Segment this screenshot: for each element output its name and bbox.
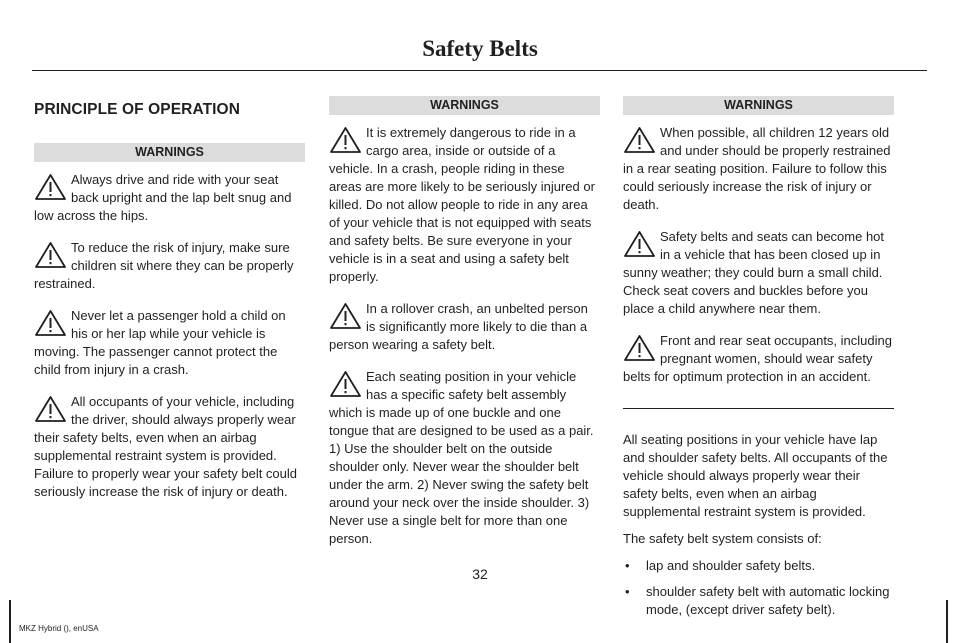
warning-item [34,171,305,225]
warning-item [329,368,600,548]
warning-triangle-icon [329,126,362,154]
warnings-heading: WARNINGS [34,143,305,162]
crop-mark [9,600,11,643]
header-divider [32,70,927,71]
warnings-heading: WARNINGS [623,96,894,115]
warning-text: All occupants of your vehicle, including the driver, should always properly wear their safety belts, even when an airbag supplemental restraint system is provided. Failure to properly wear your safety belt could seriously increase the risk of injury or death. [34,394,298,499]
list-item-text: lap and shoulder safety belts. [646,558,816,573]
warning-text: Safety belts and seats can become hot in a vehicle that has been closed up in sunny weather; they could burn a small child. Check seat covers and buckles before you place a child anywhere near them. [623,229,885,316]
list-item-text: shoulder safety belt with automatic locking mode, (except driver safety belt). [646,584,890,617]
page-number: 32 [472,566,488,582]
warnings-heading: WARNINGS [329,96,600,115]
warning-text: Always drive and ride with your seat back upright and the lap belt snug and low across the hips. [34,172,292,223]
warning-text: In a rollover crash, an unbelted person is significantly more likely to die than a person wearing a safety belt. [329,301,588,352]
warning-item [623,124,894,214]
manual-label: MKZ Hybrid (), enUSA [19,624,99,633]
warning-text: To reduce the risk of injury, make sure children sit where they can be properly restrained. [34,240,294,291]
body-paragraph: The safety belt system consists of: [623,531,822,546]
page-header-title: Safety Belts [422,36,538,61]
warning-triangle-icon [34,395,67,423]
warning-triangle-icon [623,126,656,154]
warning-item [34,393,305,501]
bullet-marker: • [625,584,630,599]
warning-triangle-icon [623,334,656,362]
section-title: PRINCIPLE OF OPERATION [34,101,241,118]
warning-text: Front and rear seat occupants, including pregnant women, should wear safety belts for optimum protection in an accident. [623,333,892,384]
list-item [623,583,894,619]
body-paragraph: All seating positions in your vehicle have lap and shoulder safety belts. All occupants of the vehicle should always properly wear their safety belts, even when an airbag supplemental restraint system is provided. [623,432,888,519]
warning-item [623,228,894,318]
warning-triangle-icon [34,309,67,337]
warning-triangle-icon [34,173,67,201]
warning-triangle-icon [329,302,362,330]
warning-item [34,307,305,379]
warning-item [34,239,305,293]
warning-text: It is extremely dangerous to ride in a cargo area, inside or outside of a vehicle. In a crash, people riding in these areas are more likely to be seriously injured or killed. Do not allow people to ride in any area of your vehicle that is not equipped with seats and safety belts. Be sure everyone in your vehicle is in a seat and using a safety belt properly. [329,125,595,284]
warning-triangle-icon [329,370,362,398]
column-3 [623,96,894,627]
warnings-end-divider [623,408,894,409]
warning-text: Each seating position in your vehicle has a specific safety belt assembly which is made up of one buckle and one tongue that are designed to be used as a pair. 1) Use the shoulder belt on the outside shoulder only. Never wear the shoulder belt under the arm. 2) Never swing the safety belt around your neck over the inside shoulder. 3) Never use a single belt for more than one person. [329,369,594,546]
warning-item [329,300,600,354]
warning-item [329,124,600,286]
column-1 [34,96,305,515]
bullet-marker: • [625,558,630,573]
warning-text: When possible, all children 12 years old and under should be properly restrained in a rear seating position. Failure to follow this could seriously increase the risk of injury or death. [623,125,891,212]
column-2 [329,96,600,562]
warning-text: Never let a passenger hold a child on his or her lap while your vehicle is moving. The passenger cannot protect the child from injury in a crash. [34,308,286,377]
crop-mark [946,600,948,643]
warning-triangle-icon [623,230,656,258]
warning-triangle-icon [34,241,67,269]
warning-item [623,332,894,386]
